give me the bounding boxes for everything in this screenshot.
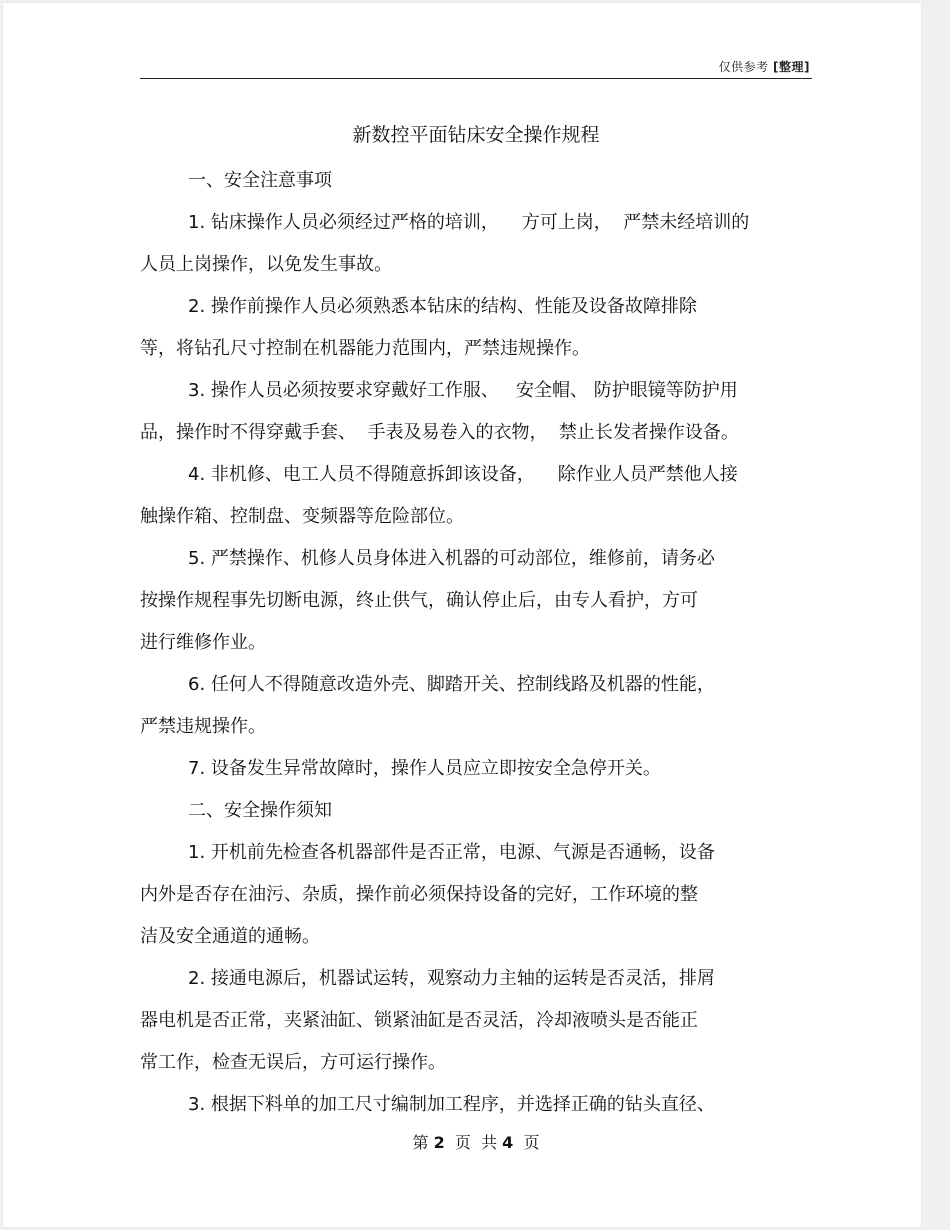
body-line: 内外是否存在油污、杂质，操作前必须保持设备的完好，工作环境的整 xyxy=(140,884,698,905)
body-line: 严禁违规操作。 xyxy=(140,716,266,737)
body-line: 触操作箱、控制盘、变频器等危险部位。 xyxy=(140,506,464,527)
body-line: 4. 非机修、电工人员不得随意拆卸该设备， 除作业人员严禁他人接 xyxy=(188,464,738,485)
footer-page-number: 2 xyxy=(433,1133,445,1152)
body-line: 2. 操作前操作人员必须熟悉本钻床的结构、性能及设备故障排除 xyxy=(188,296,697,317)
body-line: 一、安全注意事项 xyxy=(188,170,332,191)
header-rule xyxy=(140,78,812,79)
document-title: 新数控平面钻床安全操作规程 xyxy=(352,124,600,146)
body-line: 7. 设备发生异常故障时，操作人员应立即按安全急停开关。 xyxy=(188,758,661,779)
body-line: 等，将钻孔尺寸控制在机器能力范围内，严禁违规操作。 xyxy=(140,338,590,359)
header-bracket-text: [整理] xyxy=(773,60,810,74)
body-line: 1. 钻床操作人员必须经过严格的培训， 方可上岗， 严禁未经培训的 xyxy=(188,212,750,233)
body-line: 3. 操作人员必须按要求穿戴好工作服、 安全帽、 防护眼镜等防护用 xyxy=(188,380,738,401)
footer-prefix: 第 xyxy=(412,1133,434,1152)
body-line: 人员上岗操作，以免发生事故。 xyxy=(140,254,392,275)
body-line: 5. 严禁操作、机修人员身体进入机器的可动部位，维修前，请务必 xyxy=(188,548,715,569)
page-footer xyxy=(140,1130,812,1153)
body-line: 按操作规程事先切断电源，终止供气，确认停止后，由专人看护，方可 xyxy=(140,590,698,611)
body-line: 二、安全操作须知 xyxy=(188,800,332,821)
document-page xyxy=(3,3,921,1227)
header-label xyxy=(719,58,810,75)
body-line: 洁及安全通道的通畅。 xyxy=(140,926,320,947)
body-line: 常工作，检查无误后，方可运行操作。 xyxy=(140,1052,446,1073)
body-line: 2. 接通电源后，机器试运转，观察动力主轴的运转是否灵活，排屑 xyxy=(188,968,715,989)
header-label-text: 仅供参考 xyxy=(718,60,769,74)
body-line: 3. 根据下料单的加工尺寸编制加工程序，并选择正确的钻头直径、 xyxy=(188,1094,715,1115)
document-body xyxy=(140,160,812,1126)
body-line: 6. 任何人不得随意改造外壳、脚踏开关、控制线路及机器的性能， xyxy=(188,674,715,695)
body-line: 器电机是否正常，夹紧油缸、锁紧油缸是否灵活，冷却液喷头是否能正 xyxy=(140,1010,698,1031)
footer-page-total: 4 xyxy=(502,1133,514,1152)
body-line: 品，操作时不得穿戴手套、 手表及易卷入的衣物， 禁止长发者操作设备。 xyxy=(140,422,739,443)
body-line: 1. 开机前先检查各机器部件是否正常，电源、气源是否通畅，设备 xyxy=(188,842,715,863)
footer-middle: 页 共 xyxy=(444,1133,503,1152)
body-line: 进行维修作业。 xyxy=(140,632,266,653)
footer-suffix: 页 xyxy=(513,1133,540,1152)
